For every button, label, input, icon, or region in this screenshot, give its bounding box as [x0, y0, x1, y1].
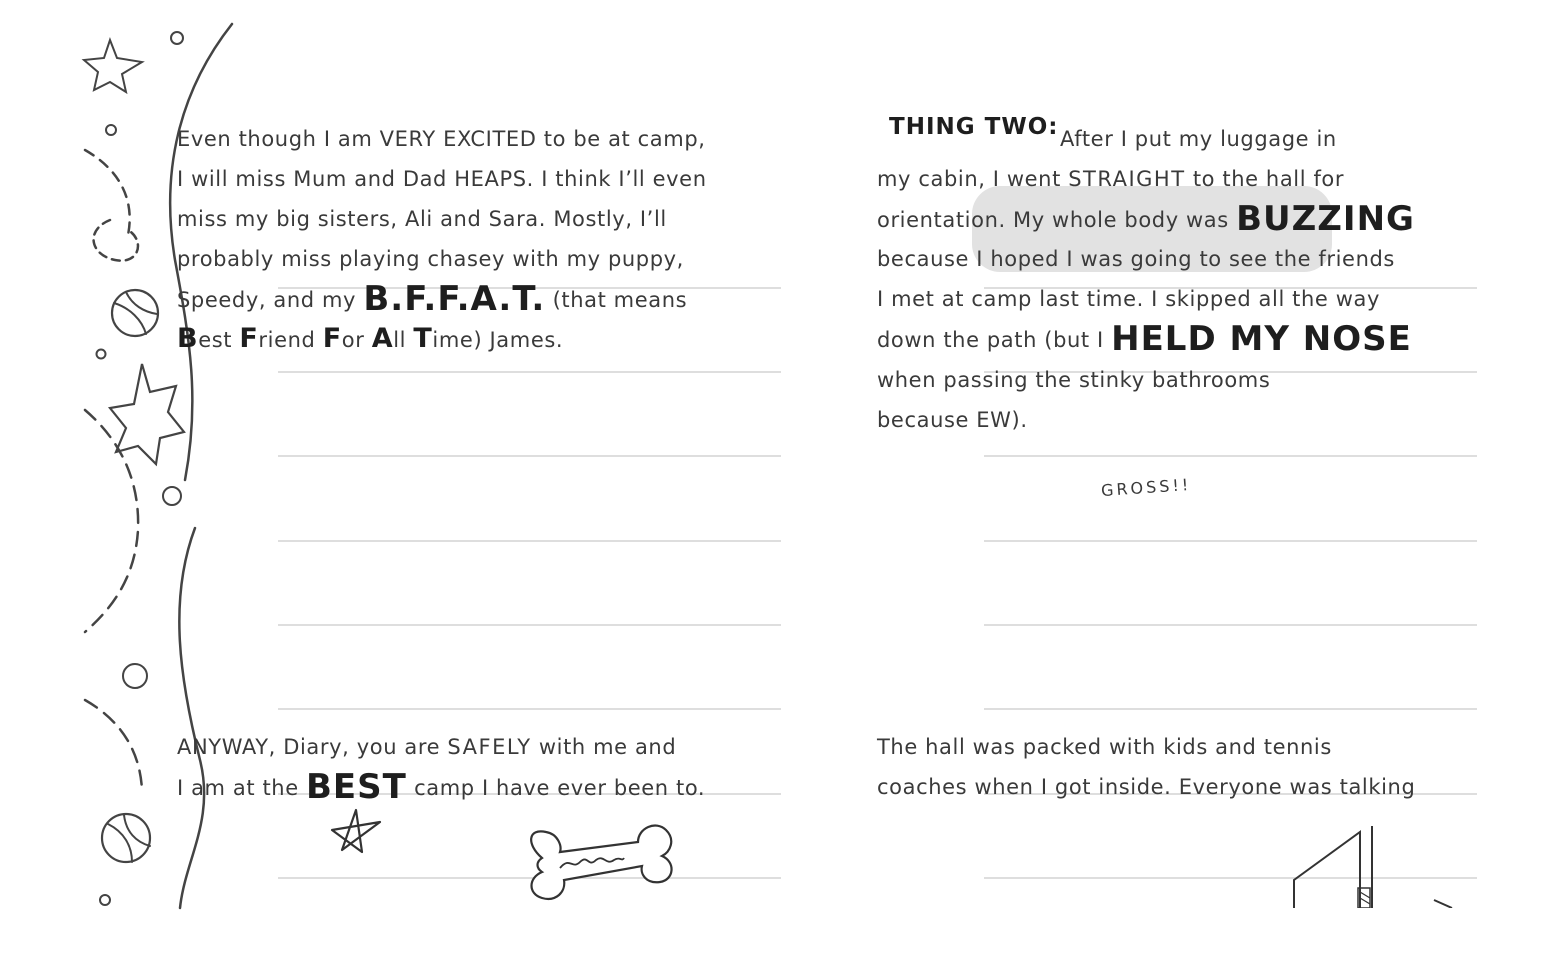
- text-line: [877, 319, 1412, 359]
- text-span: Speedy, and my: [177, 288, 364, 312]
- text-line: [177, 734, 676, 760]
- text-span: ime: [432, 328, 474, 352]
- gross-note: GROSS!!: [1100, 474, 1192, 501]
- text-line: [877, 166, 1344, 192]
- text-span: to the hall for: [1185, 167, 1345, 191]
- best-word: BEST: [306, 767, 407, 807]
- text-line: miss my big sisters, Ali and Sara. Mostly, I’ll: [177, 207, 667, 231]
- text-span: (that means: [545, 288, 688, 312]
- safely-word: SAFELY: [447, 735, 532, 759]
- text-line: probably miss playing chasey with my puppy,: [177, 247, 684, 271]
- text-line: [177, 767, 706, 807]
- text-line: because EW).: [877, 408, 1028, 432]
- straight-word: STRAIGHT: [1068, 167, 1186, 191]
- text-span: I am at the: [177, 776, 306, 800]
- initial-letter: T: [413, 323, 433, 354]
- initial-letter: F: [239, 323, 259, 354]
- text-line: I met at camp last time. I skipped all the way: [877, 287, 1380, 311]
- text-line: Even though I am VERY EXCITED to be at camp,: [177, 127, 706, 151]
- initial-letter: F: [322, 323, 342, 354]
- text-span: down the path (but I: [877, 328, 1112, 352]
- held-my-nose-words: HELD MY NOSE: [1111, 319, 1412, 359]
- text-span: est: [198, 328, 240, 352]
- initial-letter: A: [371, 323, 394, 354]
- text-line: [177, 279, 688, 319]
- text-span: ANYWAY, Diary, you are: [177, 735, 448, 759]
- text-span: with me and: [531, 735, 677, 759]
- text-line: After I put my luggage in: [1060, 127, 1337, 151]
- text-span: riend: [258, 328, 323, 352]
- text-span: or: [341, 328, 372, 352]
- thing-two-heading: THING TWO:: [889, 114, 1059, 140]
- right-page: [781, 0, 1562, 954]
- text-line: coaches when I got inside. Everyone was talking: [877, 775, 1416, 799]
- text-line: The hall was packed with kids and tennis: [877, 735, 1332, 759]
- text-line: when passing the stinky bathrooms: [877, 368, 1271, 392]
- text-span: ll: [393, 328, 414, 352]
- bffat-word: B.F.F.A.T.: [363, 279, 546, 319]
- text-span: orientation. My whole body was: [877, 208, 1237, 232]
- text-line: because I hoped I was going to see the friends: [877, 247, 1395, 271]
- text-span: ) James.: [473, 328, 564, 352]
- initial-letter: B: [177, 323, 199, 354]
- text-span: my cabin, I went: [877, 167, 1069, 191]
- text-line: [177, 323, 564, 354]
- text-line: I will miss Mum and Dad HEAPS. I think I’ll even: [177, 167, 707, 191]
- buzzing-word: BUZZING: [1236, 199, 1415, 239]
- text-span: camp I have ever been to.: [406, 776, 706, 800]
- text-line: [877, 199, 1415, 239]
